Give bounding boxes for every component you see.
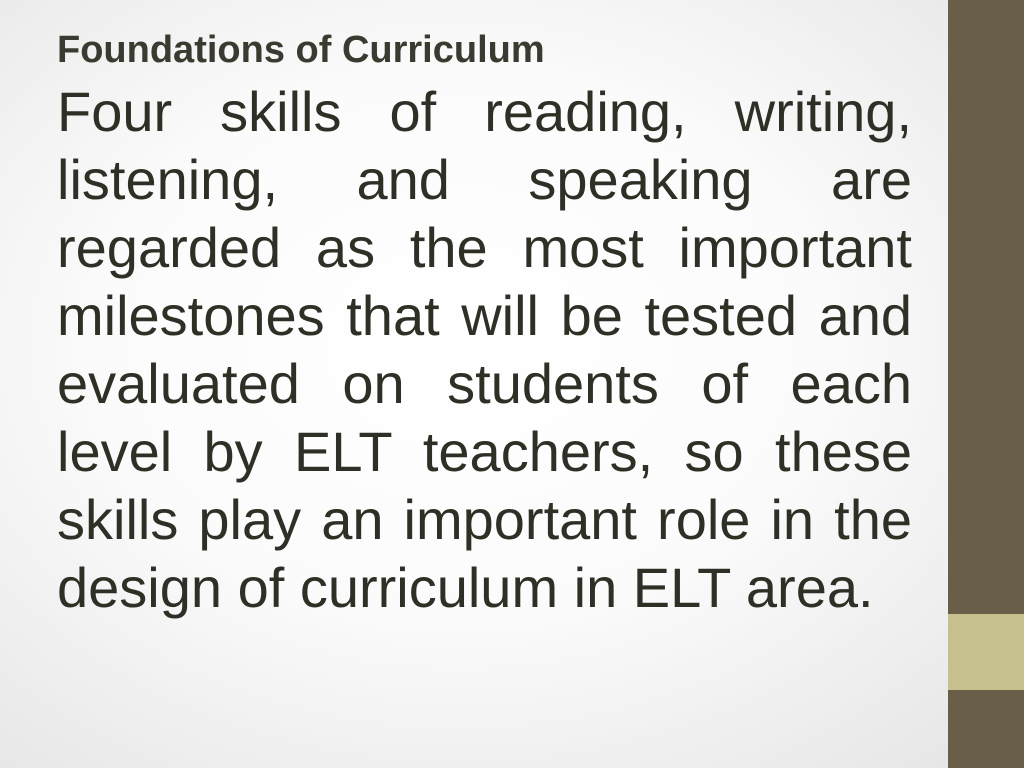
slide-title: Foundations of Curriculum xyxy=(57,29,545,71)
slide-body-text: Four skills of reading, writing, listening, and speaking are regarded as the most important milestones that will be tested and evaluated on students of each level by ELT teachers, so these skills play an important role in the design of curriculum in ELT area. xyxy=(57,80,912,619)
side-accent-block xyxy=(948,614,1024,690)
slide-content xyxy=(57,26,912,622)
